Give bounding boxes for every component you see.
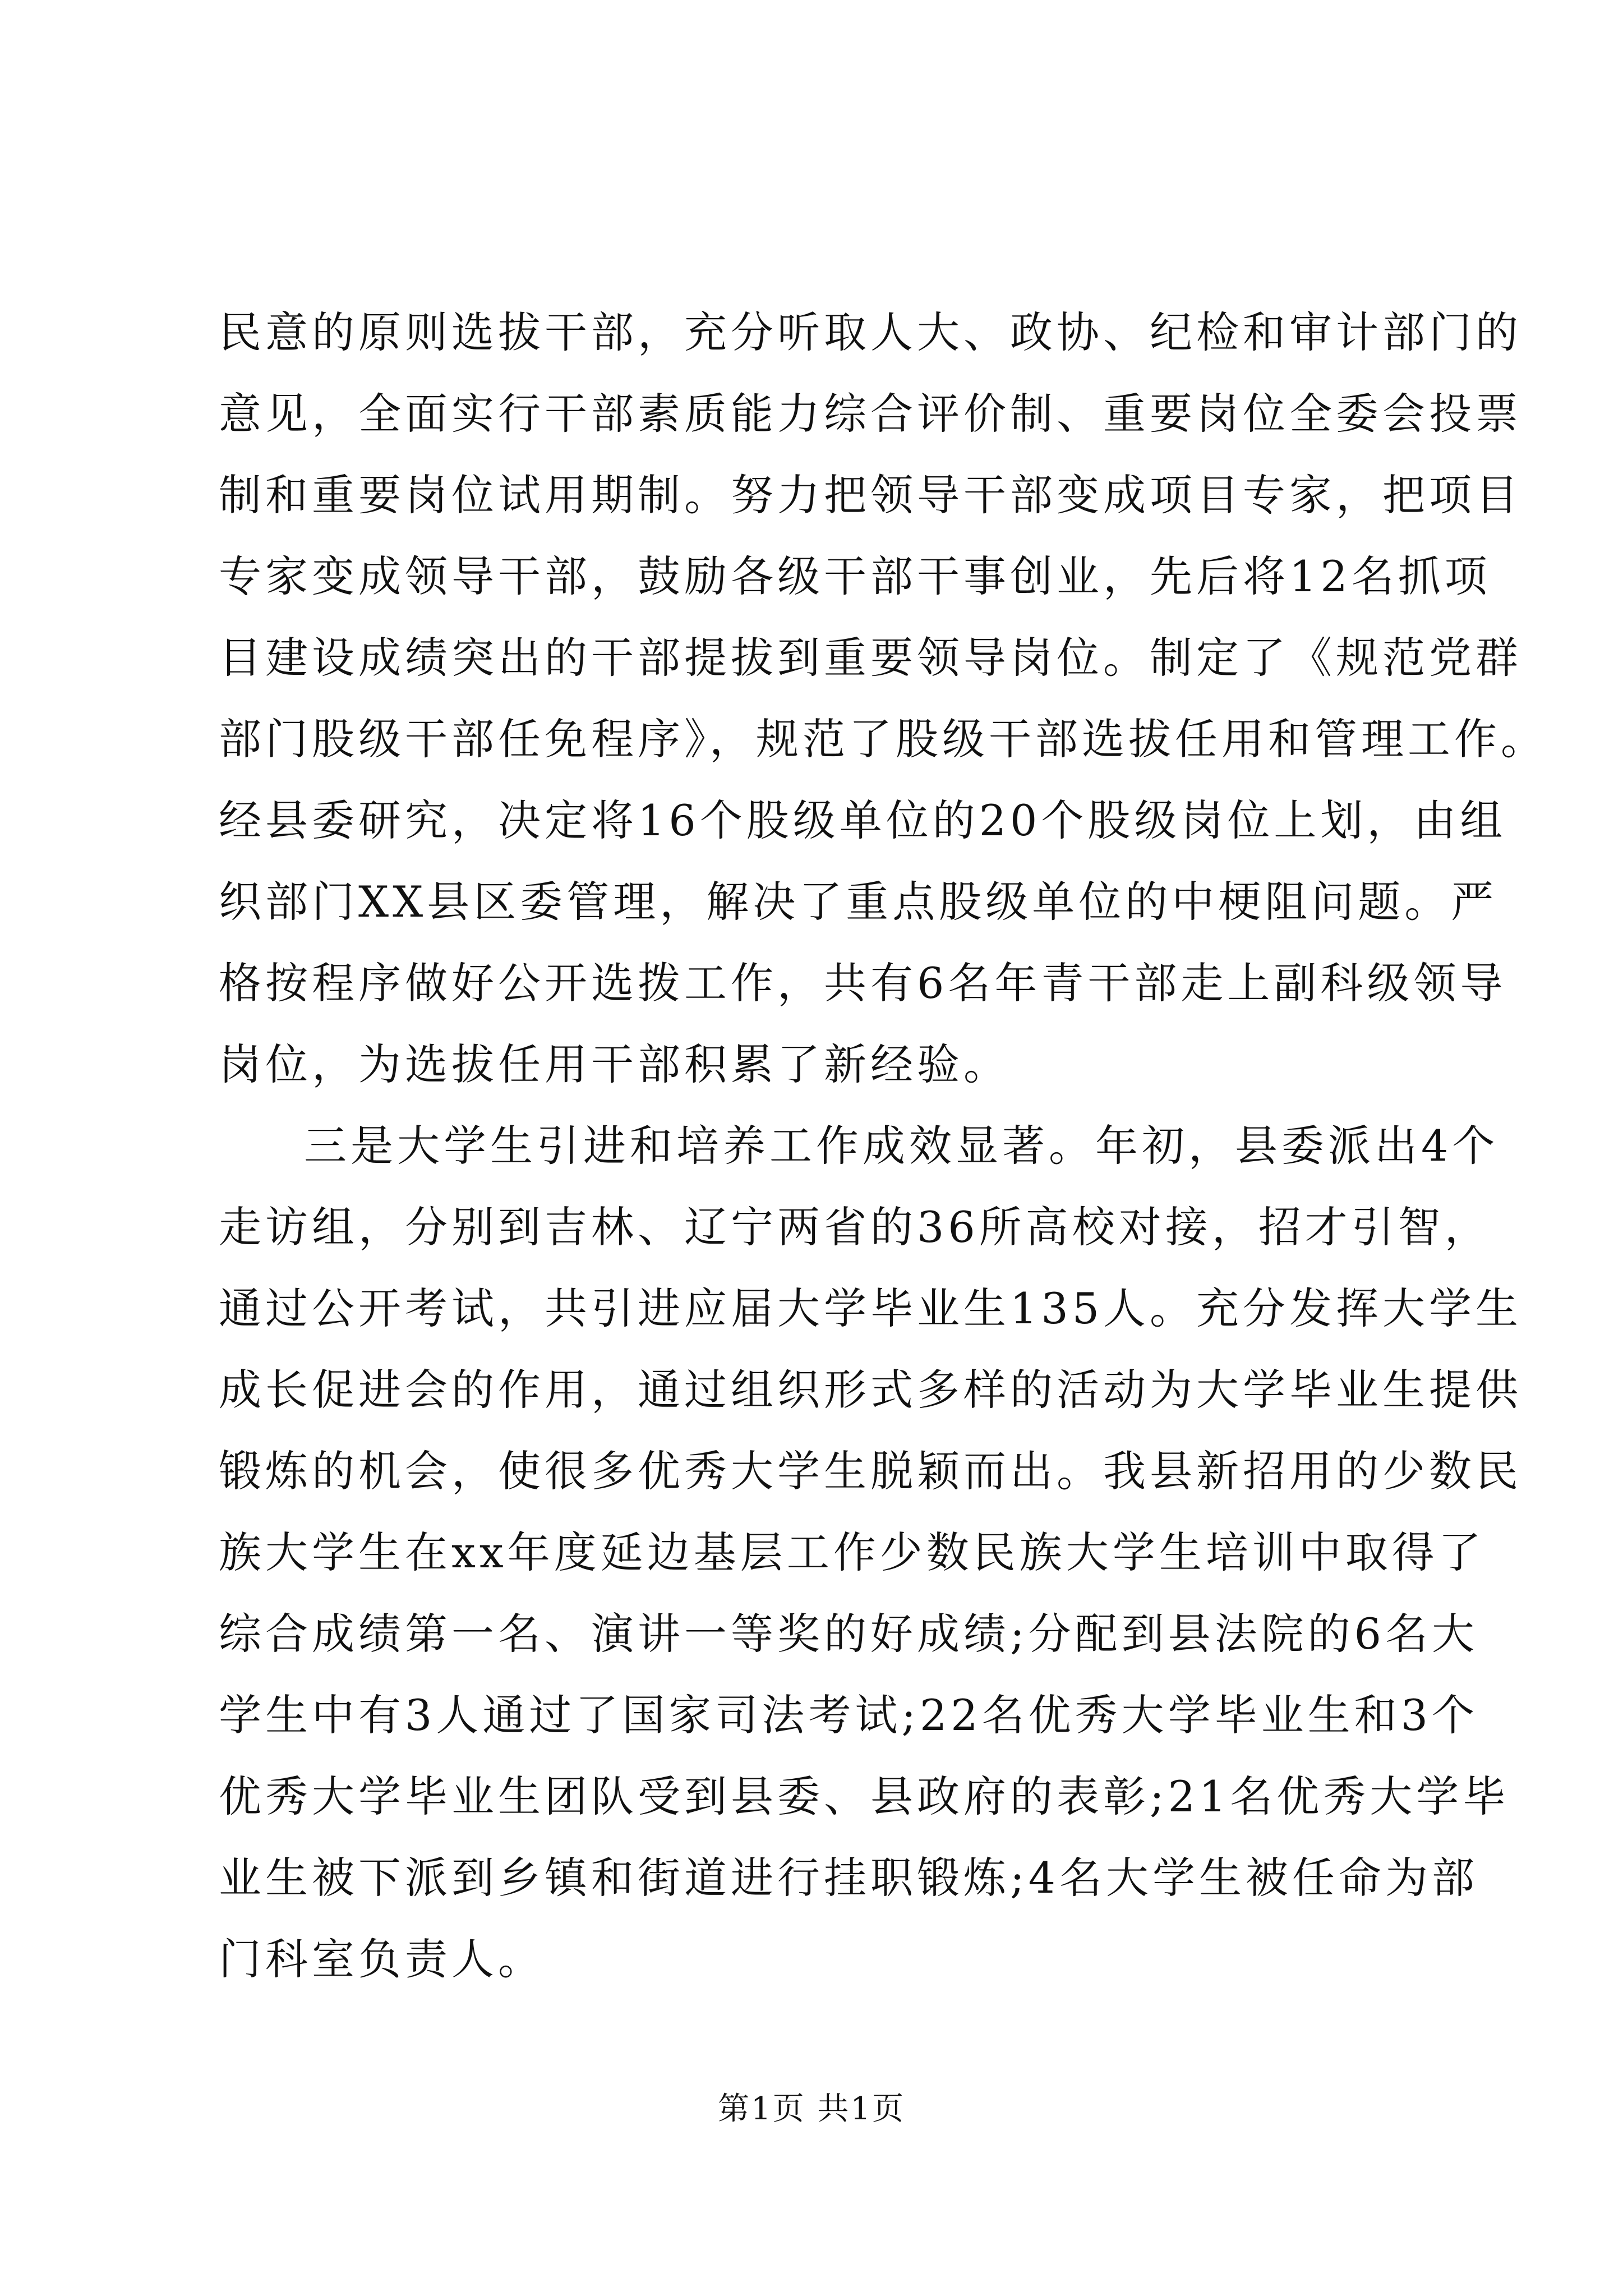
text-line: 优秀大学毕业生团队受到县委、县政府的表彰;21名优秀大学毕 — [219, 1772, 1510, 1821]
text-line: 部门股级干部任免程序》，规范了股级干部选拔任用和管理工作。 — [219, 714, 1547, 764]
text-line: 专家变成领导干部，鼓励各级干部干事创业，先后将12名抓项 — [219, 551, 1491, 601]
text-line: 经县委研究，决定将16个股级单位的20个股级岗位上划，由组 — [219, 795, 1507, 845]
paragraph-1 — [219, 292, 1547, 1105]
text-line: 三是大学生引进和培养工作成效显著。年初，县委派出4个 — [304, 1121, 1499, 1171]
text-line: 织部门XX县区委管理，解决了重点股级单位的中梗阻问题。严 — [219, 877, 1498, 927]
document-body — [219, 292, 1547, 2000]
text-line: 族大学生在xx年度延边基层工作少数民族大学生培训中取得了 — [219, 1527, 1485, 1577]
text-line: 民意的原则选拔干部，充分听取人大、政协、纪检和审计部门的 — [219, 307, 1522, 357]
text-line: 制和重要岗位试用期制。努力把领导干部变成项目专家，把项目 — [219, 470, 1522, 520]
text-line: 业生被下派到乡镇和街道进行挂职锻炼;4名大学生被任命为部 — [219, 1853, 1478, 1903]
text-line: 成长促进会的作用，通过组织形式多样的活动为大学毕业生提供 — [219, 1365, 1522, 1415]
text-line: 走访组，分别到吉林、辽宁两省的36所高校对接，招才引智， — [219, 1202, 1491, 1252]
paragraph-2 — [219, 1105, 1523, 2000]
text-line: 学生中有3人通过了国家司法考试;22名优秀大学毕业生和3个 — [219, 1690, 1479, 1740]
text-line: 格按程序做好公开选拨工作，共有6名年青干部走上副科级领导 — [219, 958, 1507, 1008]
text-line: 锻炼的机会，使很多优秀大学生脱颖而出。我县新招用的少数民 — [219, 1446, 1522, 1496]
text-line: 综合成绩第一名、演讲一等奖的好成绩;分配到县法院的6名大 — [219, 1609, 1478, 1659]
text-line: 岗位，为选拔任用干部积累了新经验。 — [219, 1039, 1010, 1089]
text-line: 通过公开考试，共引进应届大学毕业生135人。充分发挥大学生 — [219, 1283, 1523, 1333]
text-line: 门科室负责人。 — [219, 1934, 545, 1984]
page-footer: 第1页 共1页 — [717, 2091, 906, 2127]
text-line: 意见，全面实行干部素质能力综合评价制、重要岗位全委会投票 — [219, 389, 1522, 439]
text-line: 目建设成绩突出的干部提拔到重要领导岗位。制定了《规范党群 — [219, 633, 1522, 683]
